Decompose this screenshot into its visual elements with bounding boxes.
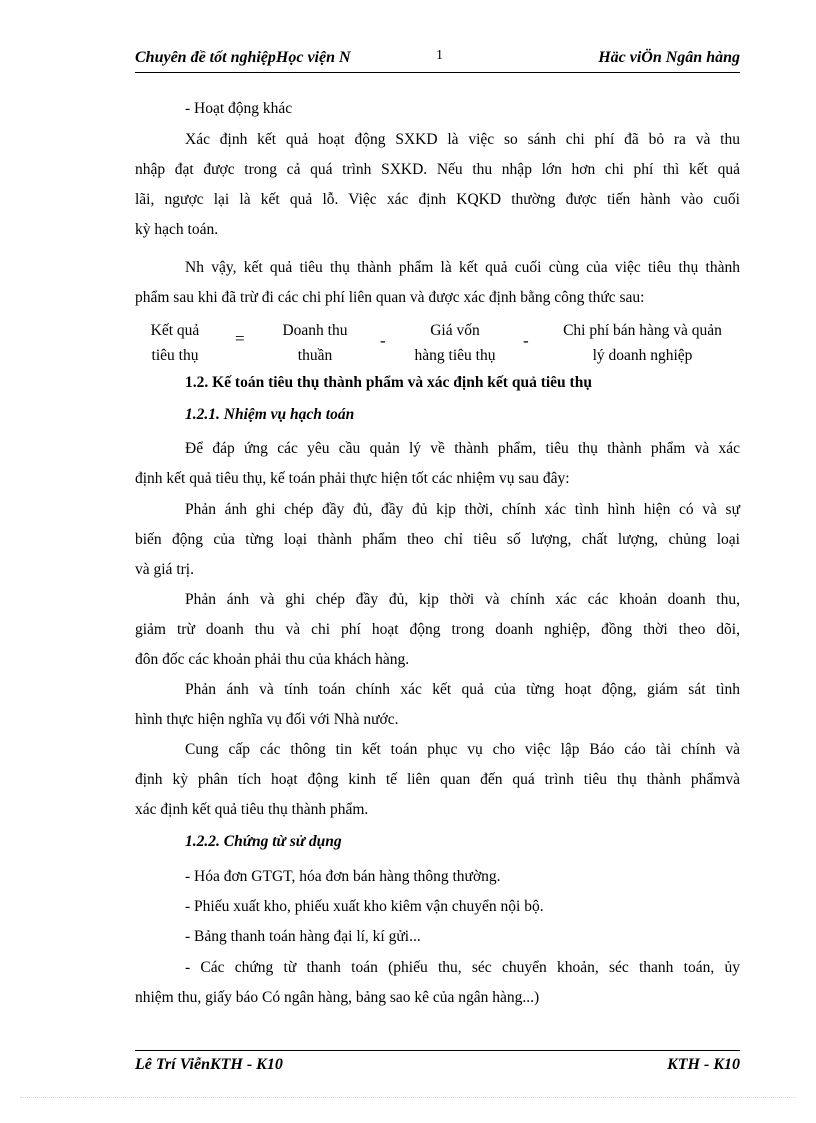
paragraph-task-1 <box>135 495 740 585</box>
formula-expenses: Chi phí bán hàng và quản lý doanh nghiệp <box>563 322 722 364</box>
text-line: Phản ánh và tính toán chính xác kết quả của từng hoạt động, giám sát tình <box>185 681 740 698</box>
text-line: Nh vậy, kết quả tiêu thụ thành phẩm là kết quả cuối cùng của việc tiêu thụ thành <box>185 259 740 276</box>
paragraph-other-activities: - Hoạt động khác <box>185 100 293 117</box>
text-line: Phản ánh ghi chép đầy đủ, đầy đủ kịp thời, chính xác tình hình hiện có và sự <box>185 501 740 518</box>
formula-net-revenue: Doanh thu thuần <box>282 322 348 364</box>
text-line: và giá trị. <box>135 561 194 578</box>
text-line: lãi, ngược lại là kết quả lỗ. Việc xác định KQKD thường được tiến hành vào cuối <box>135 191 740 208</box>
list-item: - Hóa đơn GTGT, hóa đơn bán hàng thông thường. <box>185 868 501 885</box>
formula-result: Kết quả tiêu thụ <box>150 322 200 364</box>
header-left-title: Chuyên đề tốt nghiệpHọc viện N <box>135 49 351 66</box>
text-line: biến động của từng loại thành phẩm theo chỉ tiêu số lượng, chất lượng, chủng loại <box>135 531 740 548</box>
footer-author: Lê Trí ViễnKTH - K10 <box>135 1056 283 1073</box>
section-heading-1-2-1: 1.2.1. Nhiệm vụ hạch toán <box>185 406 355 423</box>
paragraph-formula-intro <box>135 253 740 313</box>
paragraph-payment-documents <box>135 953 740 1013</box>
page-bottom-divider <box>20 1097 796 1098</box>
list-item: - Bảng thanh toán hàng đại lí, kí gửi... <box>185 928 421 945</box>
formula-minus-1: - <box>380 331 386 350</box>
header-right-title: Häc viÖn Ngân hàng <box>598 49 740 66</box>
text-line: giảm trừ doanh thu và chi phí hoạt động trong doanh nghiệp, đồng thời theo dõi, <box>135 621 740 638</box>
page-number: 1 <box>436 48 443 63</box>
paragraph-tasks-intro <box>135 434 740 494</box>
section-heading-1-2-2: 1.2.2. Chứng từ sử dụng <box>185 833 342 850</box>
text-line: định kết quả tiêu thụ, kế toán phải thực hiện tốt các nhiệm vụ sau đây: <box>135 470 570 487</box>
text-line: đôn đốc các khoản phải thu của khách hàng. <box>135 651 410 668</box>
text-line: Cung cấp các thông tin kết toán phục vụ cho việc lập Báo cáo tài chính và <box>185 741 740 758</box>
page-footer <box>135 1050 740 1077</box>
section-heading-1-2: 1.2. Kế toán tiêu thụ thành phẩm và xác định kết quả tiêu thụ <box>185 374 592 391</box>
page-header <box>135 48 740 73</box>
formula-cogs: Giá vốn hàng tiêu thụ <box>414 322 496 364</box>
text-line: - Các chứng từ thanh toán (phiếu thu, séc chuyển khoản, séc thanh toán, ủy <box>185 959 740 976</box>
text-line: kỳ hạch toán. <box>135 221 219 238</box>
text-line: Xác định kết quả hoạt động SXKD là việc so sánh chi phí đã bỏ ra và thu <box>185 131 740 148</box>
formula-equals: = <box>235 329 245 348</box>
text-line: hình thực hiện nghĩa vụ đối với Nhà nước. <box>135 711 399 728</box>
paragraph-task-2 <box>135 585 740 675</box>
text-line: nhiệm thu, giấy báo Có ngân hàng, bảng sao kê của ngân hàng...) <box>135 989 540 1006</box>
list-item: - Phiếu xuất kho, phiếu xuất kho kiêm vận chuyển nội bộ. <box>185 898 544 915</box>
result-formula <box>135 318 740 372</box>
footer-class: KTH - K10 <box>667 1056 740 1073</box>
paragraph-result-definition <box>135 125 740 245</box>
text-line: Phản ánh và ghi chép đầy đủ, kịp thời và chính xác các khoản doanh thu, <box>185 591 740 608</box>
text-line: nhập đạt được trong cả quá trình SXKD. Nếu thu nhập lớn hơn chi phí thì kết quả <box>135 161 740 178</box>
paragraph-task-3 <box>135 675 740 735</box>
text-line: định kỳ phân tích hoạt động kinh tế liên quan đến quá trình tiêu thụ thành phẩmvà <box>135 771 740 788</box>
documents-list <box>185 862 740 952</box>
text-line: Để đáp ứng các yêu cầu quản lý về thành phẩm, tiêu thụ thành phẩm và xác <box>185 440 740 457</box>
formula-minus-2: - <box>523 331 529 350</box>
text-line: xác định kết quả tiêu thụ thành phẩm. <box>135 801 369 818</box>
paragraph-task-4 <box>135 735 740 825</box>
text-line: phẩm sau khi đã trừ đi các chi phí liên quan và được xác định bằng công thức sau: <box>135 289 645 306</box>
